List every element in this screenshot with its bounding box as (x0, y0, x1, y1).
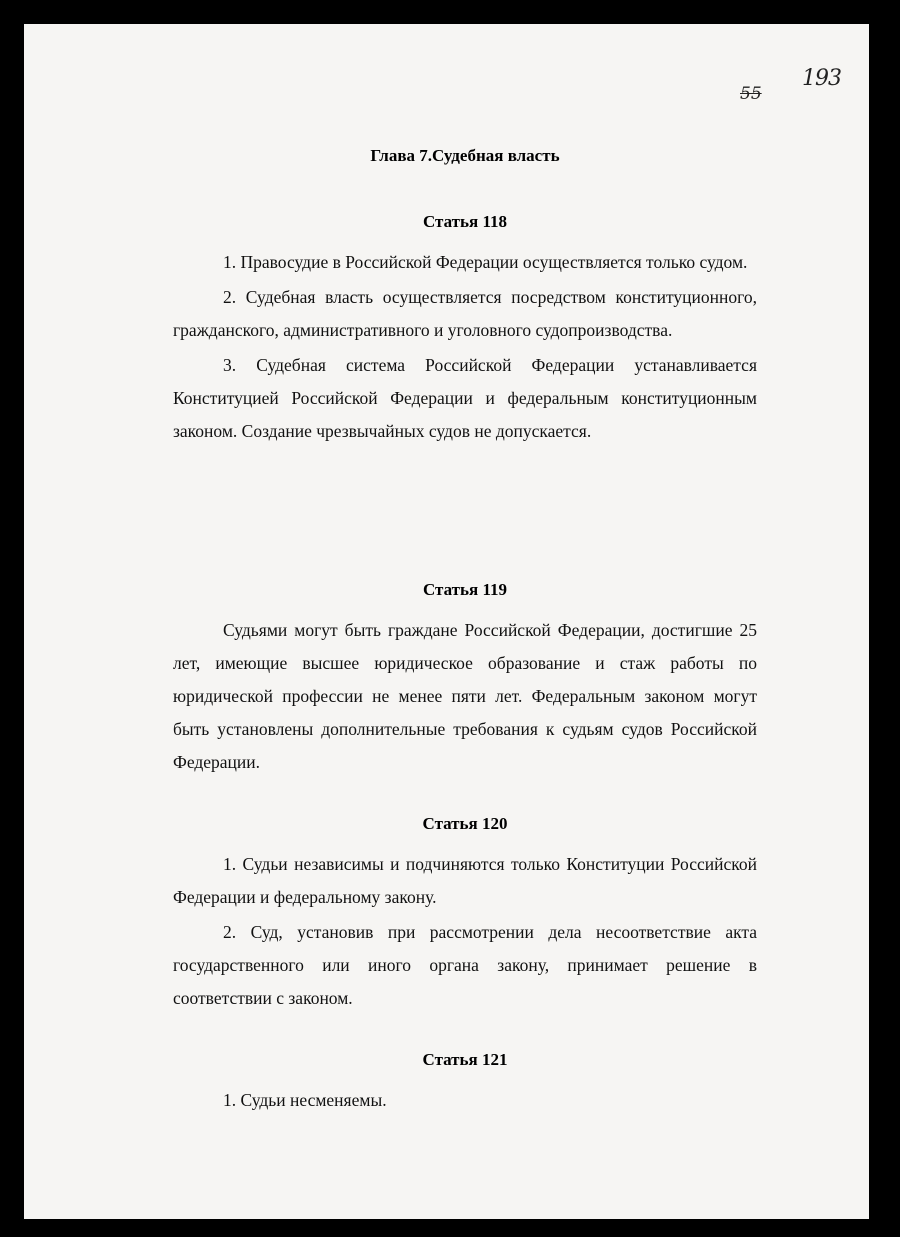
document-page (24, 24, 869, 1219)
paragraph: 2. Судебная власть осуществляется посредством конституционного, гражданского, административного и уголовного судопроизводства. (173, 287, 757, 340)
paragraph: 1. Правосудие в Российской Федерации осуществляется только судом. (223, 252, 748, 272)
article-118-title: Статья 118 (422, 212, 508, 231)
paragraph: 2. Суд, установив при рассмотрении дела несоответствие акта государственного или иного органа закону, принимает решение в соответствии с законом. (173, 922, 757, 1008)
article-121-title: Статья 121 (422, 1050, 508, 1069)
article-118-body (173, 246, 757, 448)
paragraph: Судьями могут быть граждане Российской Федерации, достигшие 25 лет, имеющие высшее юридическое образование и стаж работы по юридической профессии не менее пяти лет. Федеральным законом могут быть установлены дополнительные требования к судьям судов Российской Федерации. (173, 620, 757, 772)
chapter-title: Глава 7.Судебная власть (370, 146, 560, 165)
article-119-body (173, 614, 757, 779)
handwritten-page-number: 193 (802, 66, 841, 91)
article-120-body (173, 848, 757, 1015)
paragraph: 3. Судебная система Российской Федерации устанавливается Конституцией Российской Федерации и федеральным конституционным законом. Создание чрезвычайных судов не допускается. (173, 355, 757, 441)
article-119-title: Статья 119 (422, 580, 508, 599)
paragraph: 1. Судьи независимы и подчиняются только Конституции Российской Федерации и федеральному закону. (173, 854, 757, 907)
struck-page-number: 55 (740, 84, 762, 104)
article-120-title: Статья 120 (422, 814, 508, 833)
article-121-body (173, 1084, 757, 1117)
paragraph: 1. Судьи несменяемы. (223, 1090, 387, 1110)
